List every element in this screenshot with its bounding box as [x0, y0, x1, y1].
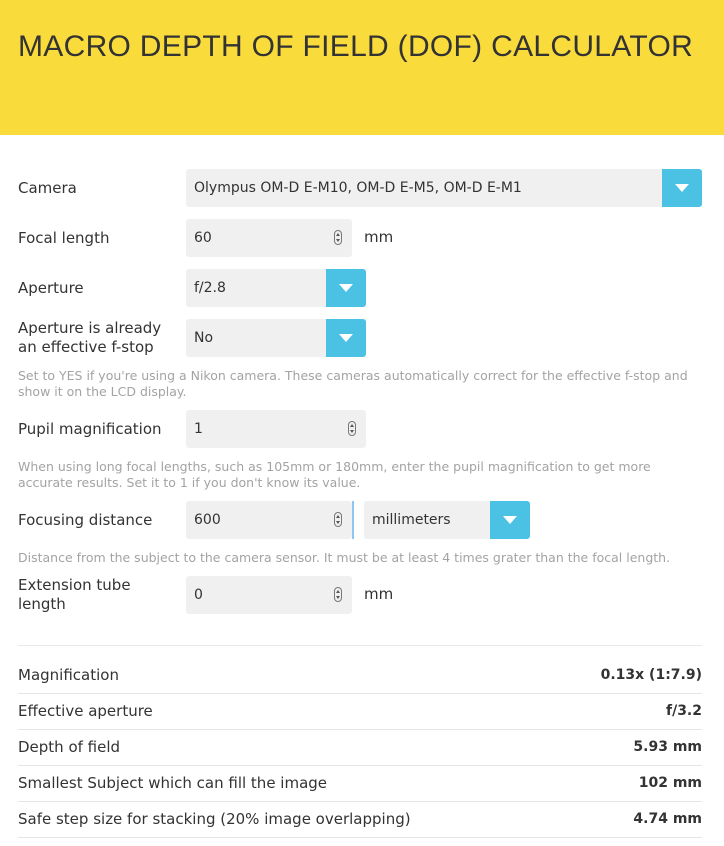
focal-length-unit: mm — [364, 228, 394, 246]
focusing-distance-unit-value: millimeters — [372, 512, 451, 528]
result-row — [18, 730, 702, 766]
extension-tube-unit: mm — [364, 585, 394, 603]
focusing-distance-input[interactable] — [186, 501, 352, 539]
result-label: Effective aperture — [18, 702, 153, 720]
extension-tube-input[interactable] — [186, 576, 352, 614]
pupil-magnification-input[interactable] — [186, 410, 366, 448]
aperture-select-value: f/2.8 — [194, 280, 226, 296]
result-value: f/3.2 — [665, 703, 702, 719]
result-label: Magnification — [18, 666, 119, 684]
chevron-down-icon[interactable] — [490, 501, 530, 539]
page-header — [0, 0, 724, 135]
pupil-magnification-label: Pupil magnification — [18, 420, 162, 438]
chevron-down-icon[interactable] — [326, 269, 366, 307]
focusing-distance-unit-select[interactable] — [364, 501, 530, 539]
chevron-down-icon[interactable] — [662, 169, 702, 207]
effective-fstop-select-value: No — [194, 330, 214, 346]
focusing-distance-hint: Distance from the subject to the camera sensor. It must be at least 4 times grater than the focal length. — [18, 550, 671, 565]
effective-fstop-select[interactable] — [186, 319, 366, 357]
result-row — [18, 694, 702, 730]
camera-label: Camera — [18, 179, 77, 197]
result-label: Smallest Subject which can fill the image — [18, 774, 328, 792]
spinner-arrows-icon[interactable] — [334, 230, 342, 245]
spinner-arrows-icon[interactable] — [348, 421, 356, 436]
pupil-magnification-hint: When using long focal lengths, such as 105mm or 180mm, enter the pupil magnification to get more accurate results. Set it to 1 if you don't know its value. — [18, 459, 651, 490]
focal-length-value: 60 — [194, 230, 212, 246]
chevron-down-icon[interactable] — [326, 319, 366, 357]
results-divider — [18, 645, 702, 646]
result-label: Safe step size for stacking (20% image overlapping) — [18, 810, 411, 828]
focusing-distance-value: 600 — [194, 512, 221, 528]
camera-select-value: Olympus OM-D E-M10, OM-D E-M5, OM-D E-M1 — [194, 180, 522, 196]
effective-fstop-hint: Set to YES if you're using a Nikon camera. These cameras automatically correct for the effective f-stop and show it on the LCD display. — [18, 368, 688, 399]
aperture-label: Aperture — [18, 279, 84, 297]
result-row — [18, 658, 702, 694]
result-value: 102 mm — [638, 775, 702, 791]
result-value: 4.74 mm — [633, 811, 702, 827]
pupil-magnification-value: 1 — [194, 421, 203, 437]
result-row — [18, 802, 702, 838]
page-title: MACRO DEPTH OF FIELD (DOF) CALCULATOR — [18, 30, 694, 63]
camera-select[interactable] — [186, 169, 702, 207]
focus-indicator — [352, 501, 354, 539]
spinner-arrows-icon[interactable] — [334, 587, 342, 602]
effective-fstop-label: Aperture is already an effective f-stop — [18, 319, 162, 356]
result-row — [18, 766, 702, 802]
result-value: 0.13x (1:7.9) — [600, 667, 702, 683]
spinner-arrows-icon[interactable] — [334, 512, 342, 527]
extension-tube-value: 0 — [194, 587, 203, 603]
focusing-distance-label: Focusing distance — [18, 511, 153, 529]
aperture-select[interactable] — [186, 269, 366, 307]
result-value: 5.93 mm — [633, 739, 702, 755]
extension-tube-label: Extension tube length — [18, 576, 131, 613]
focal-length-input[interactable] — [186, 219, 352, 257]
focal-length-label: Focal length — [18, 229, 110, 247]
result-label: Depth of field — [18, 738, 121, 756]
